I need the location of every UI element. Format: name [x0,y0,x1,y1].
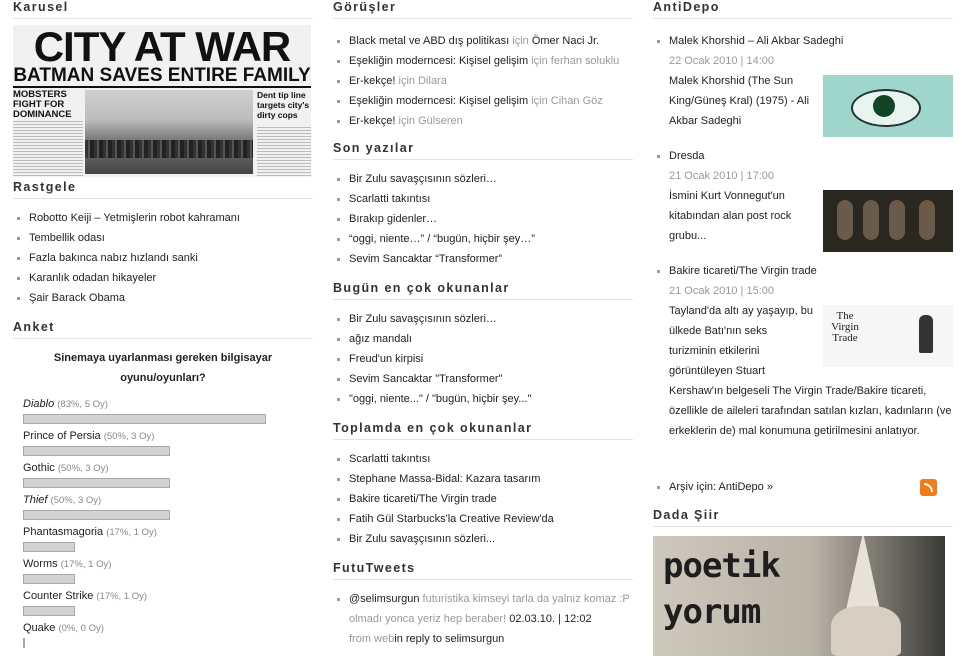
newspaper-column-text [13,121,83,177]
tweet-item [333,589,633,649]
poll-option-name: Worms [23,558,58,570]
list-item[interactable]: Şair Barack Obama [13,288,313,308]
archive-link[interactable]: Arşiv için: AntiDepo » [669,481,773,493]
bugun-heading: Bugün en çok okunanlar [333,281,633,300]
comment-post-link[interactable]: Eşekliğin moderncesi: Kişisel gelişim [349,55,529,67]
list-item[interactable]: Bir Zulu savaşçısının sözleri... [333,529,633,549]
poll-options [13,396,313,652]
antidepo-item [653,31,953,146]
poll-option-name: Phantasmagoria [23,526,104,538]
comment-for-label: için [398,115,416,127]
tweet-reply-link[interactable]: in reply to selimsurgun [394,633,505,645]
poll-result-bar [23,542,75,552]
poll-option-percent: (0%, 0 Oy) [58,623,104,634]
poll-option [23,588,313,620]
poll-option-percent: (50%, 3 Oy) [103,431,155,442]
fututweets-heading: FutuTweets [333,561,633,580]
list-item[interactable]: Sevim Sancaktar "Transformer" [333,369,633,389]
antidepo-list [653,31,953,497]
tweet-time-link[interactable]: 02.03.10. | 12:02 [509,613,592,625]
poll-option [23,492,313,524]
antidepo-item [653,146,953,261]
antidepo-archive[interactable] [653,477,953,497]
karusel-heading: Karusel [13,0,313,19]
poll-option-percent: (17%, 1 Oy) [60,559,112,570]
left-column [13,0,313,652]
newspaper-left-text: MOBSTERS FIGHT FOR DOMINANCE [13,89,72,120]
list-item[interactable]: Stephane Massa-Bidal: Kazara tasarım [333,469,633,489]
son-yazilar-list [333,169,633,269]
list-item[interactable]: ağız mandalı [333,329,633,349]
gorusler-heading: Görüşler [333,0,633,19]
poll-result-bar [23,414,266,424]
list-item[interactable]: Fazla bakınca nabız hızlandı sanki [13,248,313,268]
list-item[interactable]: Sevim Sancaktar “Transformer” [333,249,633,269]
antidepo-item-date: 21 Ocak 2010 | 15:00 [669,285,774,297]
antidepo-item-body: Tayland'da altı ay yaşayıp, bu ülkede Batı'nın seks turizminin etkilerini görüntüleyen Stuart Kershaw'ın belgeseli The Virgin Trade/Bakire ticareti, özellikle de aileleri tarafından satılan kızları, kadınların (ve erkeklerin de) mal konumuna getirilmesini anlatıyor. [669,305,952,437]
comment-author[interactable]: Gülseren [418,115,463,127]
comment-post-link[interactable]: Eşekliğin moderncesi: Kişisel gelişim [349,95,529,107]
list-item[interactable]: "oggi, niente..." / "bugün, hiçbir şey..." [333,389,633,409]
list-item[interactable]: Fatih Gül Starbucks'la Creative Review'da [333,509,633,529]
gorusler-list [333,31,633,131]
poll-option-name: Thief [23,494,48,506]
comment-author[interactable]: Cihan Göz [550,95,603,107]
poll-result-bar [23,446,170,456]
tweet-from[interactable]: from web [349,633,395,645]
poll-option [23,620,313,652]
tweet-text: futuristika kimseyi tarla da yalnız komaz :P olmadı yonca yeriz hep beraber! [349,593,630,625]
dada-siir-heading: Dada Şiir [653,508,953,527]
comment-post-link[interactable]: Black metal ve ABD dış politikası [349,35,510,47]
poll-option-percent: (50%, 3 Oy) [50,495,102,506]
comment-for-label: için [531,95,548,107]
list-item[interactable]: Scarlatti takıntısı [333,449,633,469]
poll-option-name: Prince of Persia [23,430,101,442]
antidepo-item-title[interactable]: Dresda [669,150,705,162]
poll-option-name: Diablo [23,398,55,410]
comment-author[interactable]: ferhan soluklu [550,55,620,67]
rastgele-heading: Rastgele [13,180,313,199]
poll-result-bar [23,478,170,488]
poll-option [23,524,313,556]
newspaper-column-text [257,127,311,177]
comment-author[interactable]: Dilara [418,75,447,87]
poll-option-percent: (50%, 3 Oy) [57,463,109,474]
rastgele-list [13,208,313,308]
son-yazilar-heading: Son yazılar [333,141,633,160]
list-item[interactable]: Scarlatti takıntısı [333,189,633,209]
list-item[interactable]: Karanlık odadan hikayeler [13,268,313,288]
poll-option-percent: (83%, 5 Oy) [57,399,108,410]
poll-result-bar [23,606,75,616]
virgin-trade-thumbnail[interactable]: The Virgin Trade [823,305,953,367]
antidepo-item-title[interactable]: Bakire ticareti/The Virgin trade [669,265,817,277]
poll-result-bar [23,510,170,520]
list-item[interactable]: Bir Zulu savaşçısının sözleri… [333,309,633,329]
middle-column [333,0,633,649]
list-item[interactable]: Bakire ticareti/The Virgin trade [333,489,633,509]
newspaper-rule [13,86,311,88]
right-column [653,0,953,656]
bugun-list [333,309,633,409]
poll-option-name: Quake [23,622,56,634]
toplam-heading: Toplamda en çok okunanlar [333,421,633,440]
comment-for-label: için [512,35,529,47]
antidepo-item-date: 21 Ocak 2010 | 17:00 [669,170,774,182]
antidepo-item-title[interactable]: Malek Khorshid – Ali Akbar Sadeghi [669,35,844,47]
tweet-list [333,589,633,649]
dresda-band-thumbnail[interactable] [823,190,953,252]
comment-item [333,51,633,71]
poetik-yorum-image[interactable]: poetik yorum [653,536,945,656]
toplam-list [333,449,633,549]
antidepo-item-date: 22 Ocak 2010 | 14:00 [669,55,774,67]
karusel-newspaper-image[interactable] [13,25,311,177]
rss-icon[interactable] [920,479,937,496]
comment-for-label: için [398,75,416,87]
malek-khorshid-thumbnail[interactable] [823,75,953,137]
poll-option [23,396,313,428]
poll-option [23,556,313,588]
poll-option-name: Gothic [23,462,55,474]
comment-item [333,111,633,131]
list-item[interactable]: Tembellik odası [13,228,313,248]
anket-heading: Anket [13,320,313,339]
newspaper-headline: CITY AT WAR [33,25,291,70]
poll-result-bar [23,638,25,648]
list-item[interactable]: Bırakıp gidenler… [333,209,633,229]
newspaper-skyline-photo [85,90,253,174]
comment-item [333,31,633,51]
list-item[interactable]: Bir Zulu savaşçısının sözleri… [333,169,633,189]
antidepo-item [653,261,953,477]
poll-option [23,428,313,460]
poll-result-bar [23,574,75,584]
poll-option-name: Counter Strike [23,590,94,602]
comment-author[interactable]: Ömer Naci Jr. [531,35,600,47]
list-item[interactable]: “oggi, niente…” / “bugün, hiçbir şey…” [333,229,633,249]
comment-post-link[interactable]: Er-kekçe! [349,75,396,87]
comment-post-link[interactable]: Er-kekçe! [349,115,396,127]
poll-option-percent: (17%, 1 Oy) [96,591,148,602]
newspaper-subhead: BATMAN SAVES ENTIRE FAMILY [13,65,311,86]
antidepo-heading: AntiDepo [653,0,953,19]
poll-option-percent: (17%, 1 Oy) [106,527,157,538]
antidepo-item-body: İsmini Kurt Vonnegut'un kitabından alan post rock grubu... [669,190,792,242]
comment-item [333,71,633,91]
comment-for-label: için [531,55,548,67]
poll-question: Sinemaya uyarlanması gereken bilgisayar oyunu/oyunları? [53,352,273,384]
tweet-user-link[interactable]: @selimsurgun [349,593,420,605]
newspaper-right-text: Dent tip line targets city's dirty cops [257,90,310,120]
antidepo-item-body: Malek Khorshid (The Sun King/Güneş Kral) (1975) - Ali Akbar Sadeghi [669,75,810,127]
list-item[interactable]: Robotto Keiji – Yetmişlerin robot kahramanı [13,208,313,228]
comment-item [333,91,633,111]
list-item[interactable]: Freud'un kirpisi [333,349,633,369]
poll-option [23,460,313,492]
